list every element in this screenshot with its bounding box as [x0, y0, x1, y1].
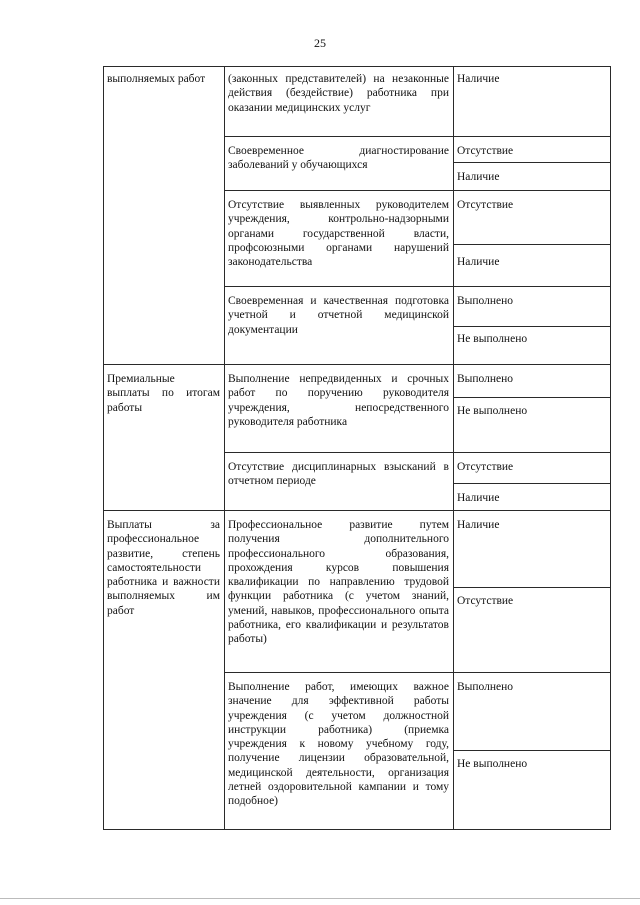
table-border-left — [103, 66, 104, 830]
value-cell: Наличие — [457, 256, 500, 268]
table-column-divider-1 — [224, 66, 225, 830]
value-cell: Отсутствие — [457, 145, 514, 157]
category-cell: выполняемых работ — [107, 73, 206, 85]
value-cell: Отсутствие — [457, 595, 514, 607]
criteria-divider — [224, 190, 611, 191]
value-cell: Отсутствие — [457, 461, 514, 473]
criteria-cell: (законных представителей) на незаконные действия (бездействие) работника при оказании медицинских услуг — [228, 73, 449, 114]
value-divider — [453, 587, 611, 588]
criteria-cell: Профессиональное развитие путем получения дополнительного профессионального образования, прохождения курсов повышения квалификации по направлению трудовой функции работника (с учетом знаний, умений, навыков, профессионального опыта работника, его квалификации и результатов работы) — [228, 519, 449, 646]
value-cell: Наличие — [457, 171, 500, 183]
value-cell: Выполнено — [457, 373, 514, 385]
criteria-cell: Отсутствие выявленных руководителем учреждения, контрольно-надзорными органами государственной власти, профсоюзными органами нарушений законодательства — [228, 199, 449, 269]
criteria-divider — [224, 136, 611, 137]
criteria-divider — [224, 452, 611, 453]
value-cell: Наличие — [457, 492, 500, 504]
value-divider — [453, 750, 611, 751]
value-divider — [453, 397, 611, 398]
criteria-table — [103, 66, 611, 830]
criteria-cell: Своевременное диагностирование заболеваний у обучающихся — [228, 145, 449, 172]
category-cell: Премиальные выплаты по итогам работы — [107, 373, 220, 414]
value-cell: Не выполнено — [457, 758, 528, 770]
criteria-cell: Выполнение работ, имеющих важное значение для эффективной работы учреждения (с учетом должностной инструкции работника) (приемка учреждения к новому учебному году, получение лицензии образовательной, медицинской деятельности, организация летней оздоровительной кампании и тому подобное) — [228, 681, 449, 808]
row-divider — [103, 510, 611, 511]
page-bottom-edge — [0, 898, 640, 899]
value-cell: Наличие — [457, 519, 500, 531]
criteria-divider — [224, 286, 611, 287]
row-divider — [103, 364, 611, 365]
table-border-bottom — [103, 829, 611, 830]
table-border-top — [103, 66, 611, 67]
table-border-right — [610, 66, 611, 830]
category-cell: Выплаты за профессиональное развитие, степень самостоятельности работника и важности выполняемых им работ — [107, 519, 220, 617]
criteria-cell: Своевременная и качественная подготовка учетной и отчетной медицинской документации — [228, 295, 449, 336]
criteria-cell: Отсутствие дисциплинарных взысканий в отчетном периоде — [228, 461, 449, 488]
value-divider — [453, 483, 611, 484]
value-cell: Выполнено — [457, 295, 514, 307]
value-divider — [453, 162, 611, 163]
page-number: 25 — [314, 36, 326, 50]
criteria-cell: Выполнение непредвиденных и срочных работ по поручению руководителя учреждения, непосредственного руководителя работника — [228, 373, 449, 428]
value-cell: Выполнено — [457, 681, 514, 693]
criteria-divider — [224, 672, 611, 673]
value-divider — [453, 244, 611, 245]
value-cell: Не выполнено — [457, 405, 528, 417]
table-column-divider-2 — [453, 66, 454, 830]
value-divider — [453, 326, 611, 327]
value-cell: Не выполнено — [457, 333, 528, 345]
value-cell: Наличие — [457, 73, 500, 85]
value-cell: Отсутствие — [457, 199, 514, 211]
